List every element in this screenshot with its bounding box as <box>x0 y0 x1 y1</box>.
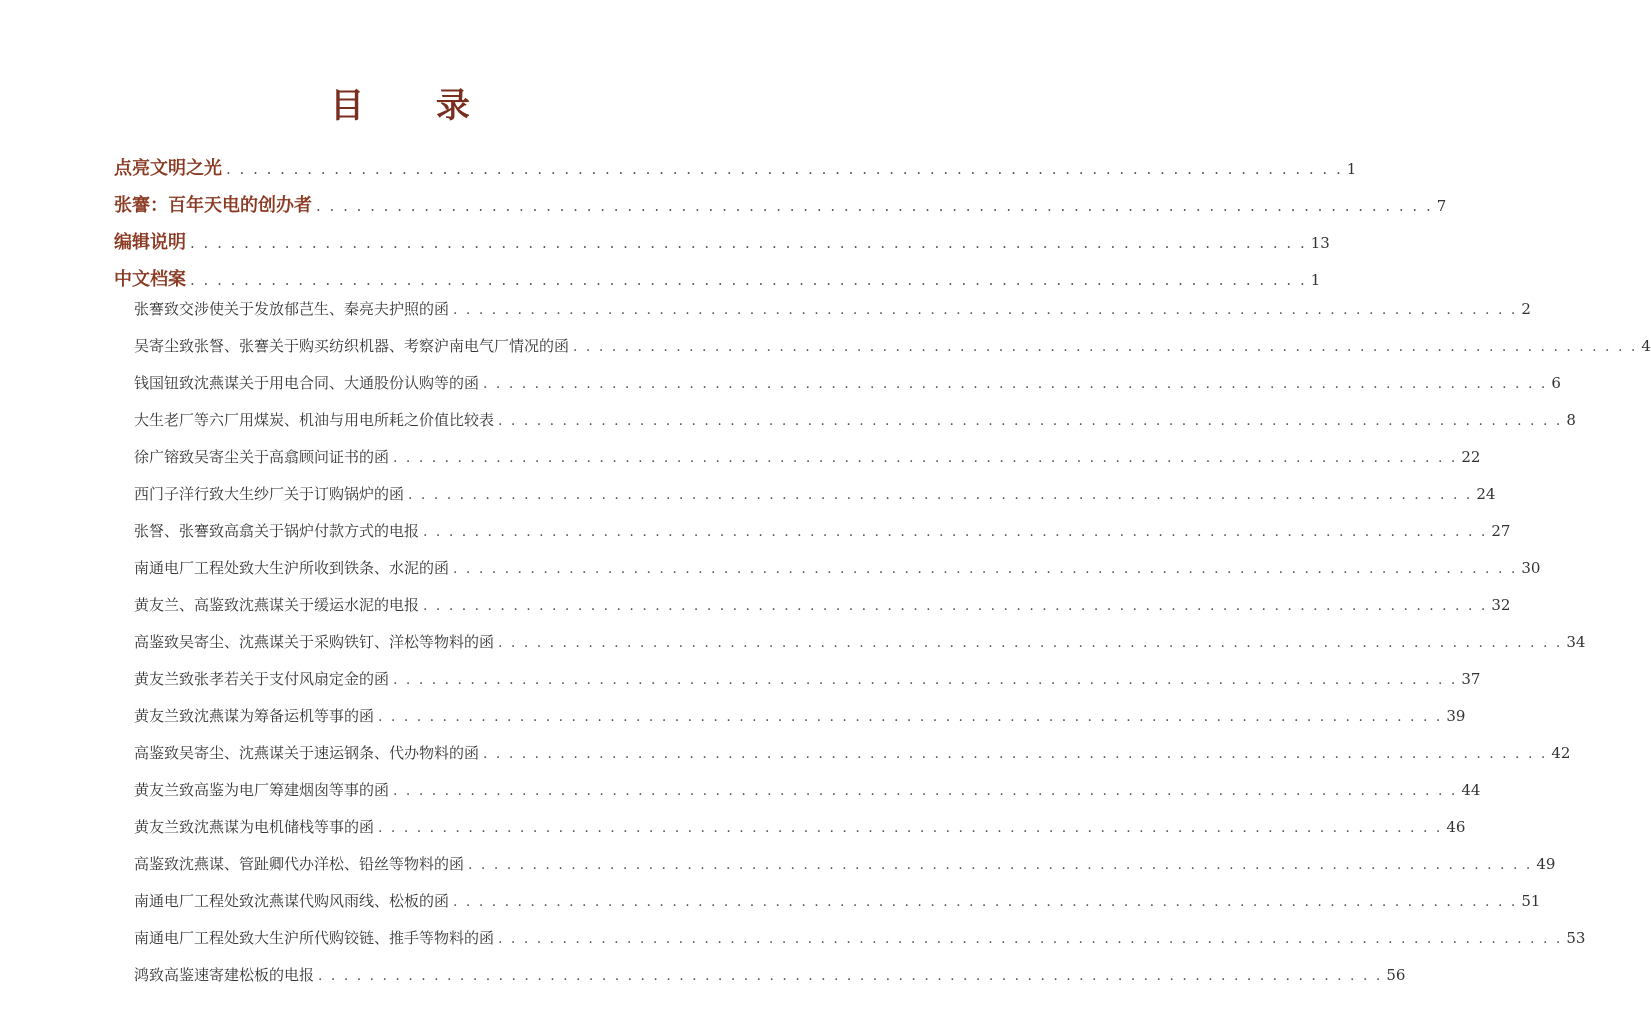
dot-leader: . . . . . . . . . . . . . . . . . . . . . . . . . . . . . . . . . . . . . . . . . . . . . . . . . . . . . . . . . . . . . . . . . . . . . . . . . . . . . . . . . . . <box>453 894 1518 910</box>
toc-item-entry[interactable] <box>114 705 1466 742</box>
dot-leader: . . . . . . . . . . . . . . . . . . . . . . . . . . . . . . . . . . . . . . . . . . . . . . . . . . . . . . . . . . . . . . . . . . . . . . . . . . . . . . . . . . . <box>226 160 1343 178</box>
toc-entry-title: 点亮文明之光 <box>114 158 222 179</box>
toc-page-number: 6 <box>1551 374 1561 392</box>
toc-item-entry[interactable] <box>114 779 1481 816</box>
dot-leader: . . . . . . . . . . . . . . . . . . . . . . . . . . . . . . . . . . . . . . . . . . . . . . . . . . . . . . . . . . . . . . . . . . . . . . . . . . . . . . . . . . . <box>393 672 1458 688</box>
dot-leader: . . . . . . . . . . . . . . . . . . . . . . . . . . . . . . . . . . . . . . . . . . . . . . . . . . . . . . . . . . . . . . . . . . . . . . . . . . . . . . . . . . . <box>318 968 1383 984</box>
toc-section-entry[interactable] <box>114 261 1321 298</box>
dot-leader: . . . . . . . . . . . . . . . . . . . . . . . . . . . . . . . . . . . . . . . . . . . . . . . . . . . . . . . . . . . . . . . . . . . . . . . . . . . . . . . . . . . <box>316 197 1433 215</box>
dot-leader: . . . . . . . . . . . . . . . . . . . . . . . . . . . . . . . . . . . . . . . . . . . . . . . . . . . . . . . . . . . . . . . . . . . . . . . . . . . . . . . . . . . <box>573 339 1638 355</box>
toc-section-entry[interactable] <box>114 224 1330 261</box>
toc-item-entry[interactable] <box>114 483 1496 520</box>
dot-leader: . . . . . . . . . . . . . . . . . . . . . . . . . . . . . . . . . . . . . . . . . . . . . . . . . . . . . . . . . . . . . . . . . . . . . . . . . . . . . . . . . . . <box>408 487 1473 503</box>
toc-entry-title: 吴寄尘致张詧、张謇关于购买纺织机器、考察沪南电气厂情况的函 <box>134 337 570 355</box>
toc-page-number: 24 <box>1476 485 1496 503</box>
table-of-contents <box>114 150 1651 1001</box>
toc-entry-title: 黄友兰、高鉴致沈燕谋关于缓运水泥的电报 <box>134 596 420 614</box>
toc-entry-title: 徐广镕致吴寄尘关于高翕顾问证书的函 <box>134 448 390 466</box>
toc-entry-title: 张謇致交涉使关于发放郁芑生、秦亮夫护照的函 <box>134 300 450 318</box>
dot-leader: . . . . . . . . . . . . . . . . . . . . . . . . . . . . . . . . . . . . . . . . . . . . . . . . . . . . . . . . . . . . . . . . . . . . . . . . . . . . . . . . . . . <box>190 271 1307 289</box>
toc-item-entry[interactable] <box>114 409 1576 446</box>
toc-entry-title: 张謇：百年天电的创办者 <box>114 195 312 216</box>
toc-entry-title: 黄友兰致沈燕谋为筹备运机等事的函 <box>134 707 375 725</box>
toc-page-number: 34 <box>1566 633 1586 651</box>
dot-leader: . . . . . . . . . . . . . . . . . . . . . . . . . . . . . . . . . . . . . . . . . . . . . . . . . . . . . . . . . . . . . . . . . . . . . . . . . . . . . . . . . . . <box>393 450 1458 466</box>
toc-page-number: 32 <box>1491 596 1511 614</box>
dot-leader: . . . . . . . . . . . . . . . . . . . . . . . . . . . . . . . . . . . . . . . . . . . . . . . . . . . . . . . . . . . . . . . . . . . . . . . . . . . . . . . . . . . <box>423 524 1488 540</box>
toc-page-number: 51 <box>1521 892 1541 910</box>
toc-item-entry[interactable] <box>114 742 1571 779</box>
page-title: 目 录 <box>330 86 500 126</box>
toc-section-entry[interactable] <box>114 187 1447 224</box>
toc-entry-title: 西门子洋行致大生纱厂关于订购锅炉的函 <box>134 485 405 503</box>
toc-entry-title: 高鉴致吴寄尘、沈燕谋关于速运钢条、代办物料的函 <box>134 744 480 762</box>
toc-item-entry[interactable] <box>114 557 1541 594</box>
dot-leader: . . . . . . . . . . . . . . . . . . . . . . . . . . . . . . . . . . . . . . . . . . . . . . . . . . . . . . . . . . . . . . . . . . . . . . . . . . . . . . . . . . . <box>190 234 1307 252</box>
toc-item-entry[interactable] <box>114 964 1406 1001</box>
dot-leader: . . . . . . . . . . . . . . . . . . . . . . . . . . . . . . . . . . . . . . . . . . . . . . . . . . . . . . . . . . . . . . . . . . . . . . . . . . . . . . . . . . . <box>453 302 1518 318</box>
dot-leader: . . . . . . . . . . . . . . . . . . . . . . . . . . . . . . . . . . . . . . . . . . . . . . . . . . . . . . . . . . . . . . . . . . . . . . . . . . . . . . . . . . . <box>378 820 1443 836</box>
toc-entry-title: 鸿致高鉴速寄建松板的电报 <box>134 966 315 984</box>
toc-section-entry[interactable] <box>114 150 1357 187</box>
dot-leader: . . . . . . . . . . . . . . . . . . . . . . . . . . . . . . . . . . . . . . . . . . . . . . . . . . . . . . . . . . . . . . . . . . . . . . . . . . . . . . . . . . . <box>498 931 1563 947</box>
toc-item-entry[interactable] <box>114 520 1511 557</box>
toc-page-number: 7 <box>1436 197 1447 215</box>
toc-item-entry[interactable] <box>114 853 1556 890</box>
toc-page-number: 53 <box>1566 929 1586 947</box>
toc-entry-title: 中文档案 <box>114 269 186 290</box>
toc-page-number: 37 <box>1461 670 1481 688</box>
dot-leader: . . . . . . . . . . . . . . . . . . . . . . . . . . . . . . . . . . . . . . . . . . . . . . . . . . . . . . . . . . . . . . . . . . . . . . . . . . . . . . . . . . . <box>498 413 1563 429</box>
toc-item-entry[interactable] <box>114 372 1561 409</box>
dot-leader: . . . . . . . . . . . . . . . . . . . . . . . . . . . . . . . . . . . . . . . . . . . . . . . . . . . . . . . . . . . . . . . . . . . . . . . . . . . . . . . . . . . <box>498 635 1563 651</box>
toc-entry-title: 南通电厂工程处致大生沪所收到铁条、水泥的函 <box>134 559 450 577</box>
toc-page-number: 1 <box>1310 271 1321 289</box>
toc-entry-title: 编辑说明 <box>114 232 186 253</box>
toc-entry-title: 南通电厂工程处致沈燕谋代购风雨线、松板的函 <box>134 892 450 910</box>
dot-leader: . . . . . . . . . . . . . . . . . . . . . . . . . . . . . . . . . . . . . . . . . . . . . . . . . . . . . . . . . . . . . . . . . . . . . . . . . . . . . . . . . . . <box>483 376 1548 392</box>
toc-entry-title: 大生老厂等六厂用煤炭、机油与用电所耗之价值比较表 <box>134 411 495 429</box>
dot-leader: . . . . . . . . . . . . . . . . . . . . . . . . . . . . . . . . . . . . . . . . . . . . . . . . . . . . . . . . . . . . . . . . . . . . . . . . . . . . . . . . . . . <box>423 598 1488 614</box>
toc-page-number: 44 <box>1461 781 1481 799</box>
dot-leader: . . . . . . . . . . . . . . . . . . . . . . . . . . . . . . . . . . . . . . . . . . . . . . . . . . . . . . . . . . . . . . . . . . . . . . . . . . . . . . . . . . . <box>378 709 1443 725</box>
toc-page-number: 8 <box>1566 411 1576 429</box>
toc-entry-title: 黄友兰致高鉴为电厂筹建烟囱等事的函 <box>134 781 390 799</box>
toc-item-entry[interactable] <box>114 668 1481 705</box>
dot-leader: . . . . . . . . . . . . . . . . . . . . . . . . . . . . . . . . . . . . . . . . . . . . . . . . . . . . . . . . . . . . . . . . . . . . . . . . . . . . . . . . . . . <box>483 746 1548 762</box>
toc-page-number: 1 <box>1346 160 1357 178</box>
toc-item-entry[interactable] <box>114 890 1541 927</box>
toc-page-number: 42 <box>1551 744 1571 762</box>
toc-entry-title: 高鉴致吴寄尘、沈燕谋关于采购铁钉、洋松等物料的函 <box>134 633 495 651</box>
toc-page-number: 46 <box>1446 818 1466 836</box>
toc-item-entry[interactable] <box>114 298 1531 335</box>
dot-leader: . . . . . . . . . . . . . . . . . . . . . . . . . . . . . . . . . . . . . . . . . . . . . . . . . . . . . . . . . . . . . . . . . . . . . . . . . . . . . . . . . . . <box>393 783 1458 799</box>
toc-page-number: 4 <box>1641 337 1651 355</box>
dot-leader: . . . . . . . . . . . . . . . . . . . . . . . . . . . . . . . . . . . . . . . . . . . . . . . . . . . . . . . . . . . . . . . . . . . . . . . . . . . . . . . . . . . <box>453 561 1518 577</box>
toc-item-entry[interactable] <box>114 335 1651 372</box>
toc-page-number: 13 <box>1310 234 1330 252</box>
toc-page-number: 22 <box>1461 448 1481 466</box>
toc-item-entry[interactable] <box>114 594 1511 631</box>
toc-item-entry[interactable] <box>114 446 1481 483</box>
toc-item-entry[interactable] <box>114 927 1586 964</box>
toc-page-number: 49 <box>1536 855 1556 873</box>
toc-entry-title: 张詧、张謇致高翕关于锅炉付款方式的电报 <box>134 522 420 540</box>
toc-page-number: 30 <box>1521 559 1541 577</box>
toc-item-entry[interactable] <box>114 631 1586 668</box>
toc-page-number: 27 <box>1491 522 1511 540</box>
toc-entry-title: 黄友兰致沈燕谋为电机储栈等事的函 <box>134 818 375 836</box>
dot-leader: . . . . . . . . . . . . . . . . . . . . . . . . . . . . . . . . . . . . . . . . . . . . . . . . . . . . . . . . . . . . . . . . . . . . . . . . . . . . . . . . . . . <box>468 857 1533 873</box>
toc-entry-title: 南通电厂工程处致大生沪所代购铰链、推手等物料的函 <box>134 929 495 947</box>
toc-entry-title: 黄友兰致张孝若关于支付风扇定金的函 <box>134 670 390 688</box>
toc-entry-title: 高鉴致沈燕谋、管趾卿代办洋松、铅丝等物料的函 <box>134 855 465 873</box>
toc-item-entry[interactable] <box>114 816 1466 853</box>
toc-page-number: 56 <box>1386 966 1406 984</box>
toc-page-number: 39 <box>1446 707 1466 725</box>
toc-entry-title: 钱国钮致沈燕谋关于用电合同、大通股份认购等的函 <box>134 374 480 392</box>
toc-page-number: 2 <box>1521 300 1531 318</box>
